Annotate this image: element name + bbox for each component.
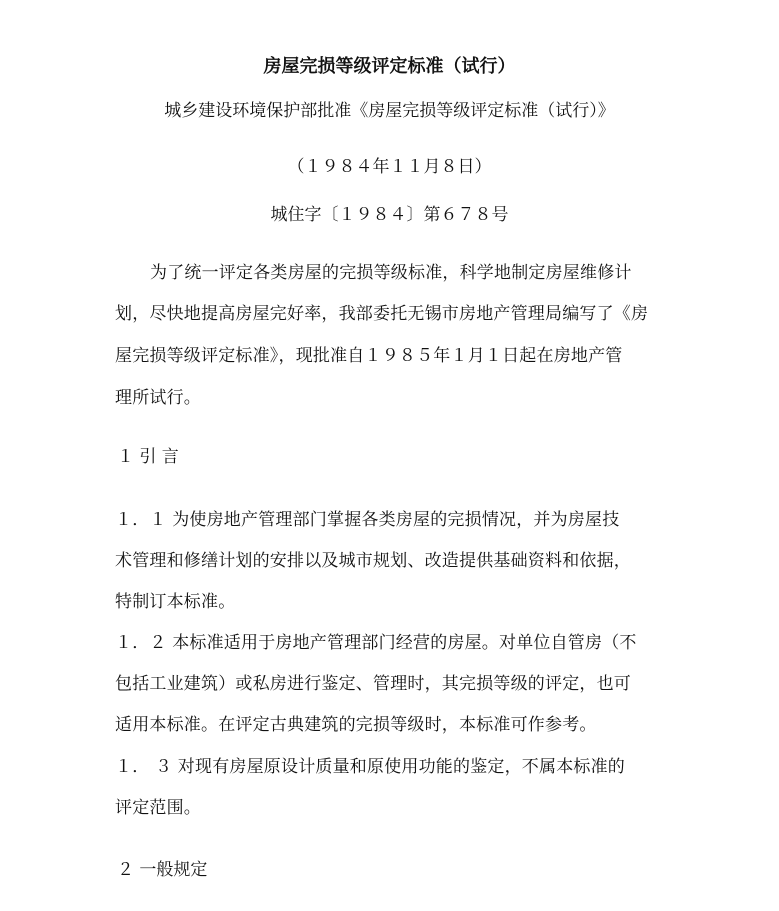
clause-1-2-line: 包括工业建筑）或私房进行鉴定、管理时，其完损等级的评定，也可 <box>115 674 631 694</box>
clause-1-1-line: 术管理和修缮计划的安排以及城市规划、改造提供基础资料和依据， <box>115 551 631 571</box>
document-subtitle: 城乡建设环境保护部批准《房屋完损等级评定标准（试行）》 <box>164 101 615 121</box>
section-1-heading: １ 引 言 <box>117 447 179 467</box>
clause-1-2-line: １．２ 本标准适用于房地产管理部门经营的房屋。对单位自管房（不 <box>115 633 637 653</box>
clause-1-1-line: １．１ 为使房地产管理部门掌握各类房屋的完损情况，并为房屋技 <box>115 510 620 530</box>
document-number: 城住字〔１９８４〕第６７８号 <box>270 205 509 225</box>
intro-line: 为了统一评定各类房屋的完损等级标准，科学地制定房屋维修计 <box>150 263 632 283</box>
intro-line: 屋完损等级评定标准》，现批准自１９８５年１月１日起在房地产管 <box>115 346 623 366</box>
section-2-heading: ２ 一般规定 <box>117 860 208 880</box>
intro-line: 理所试行。 <box>115 388 201 408</box>
issue-date: （１９８４年１１月８日） <box>287 157 492 177</box>
clause-1-2-line: 适用本标准。在评定古典建筑的完损等级时，本标准可作参考。 <box>115 715 597 735</box>
clause-1-3-line: １． ３ 对现有房屋原设计质量和原使用功能的鉴定，不属本标准的 <box>115 757 626 777</box>
document-title: 房屋完损等级评定标准（试行） <box>263 56 516 77</box>
intro-line: 划，尽快地提高房屋完好率，我部委托无锡市房地产管理局编写了《房 <box>115 304 649 324</box>
clause-1-3-line: 评定范围。 <box>115 798 201 818</box>
clause-1-1-line: 特制订本标准。 <box>115 592 236 612</box>
